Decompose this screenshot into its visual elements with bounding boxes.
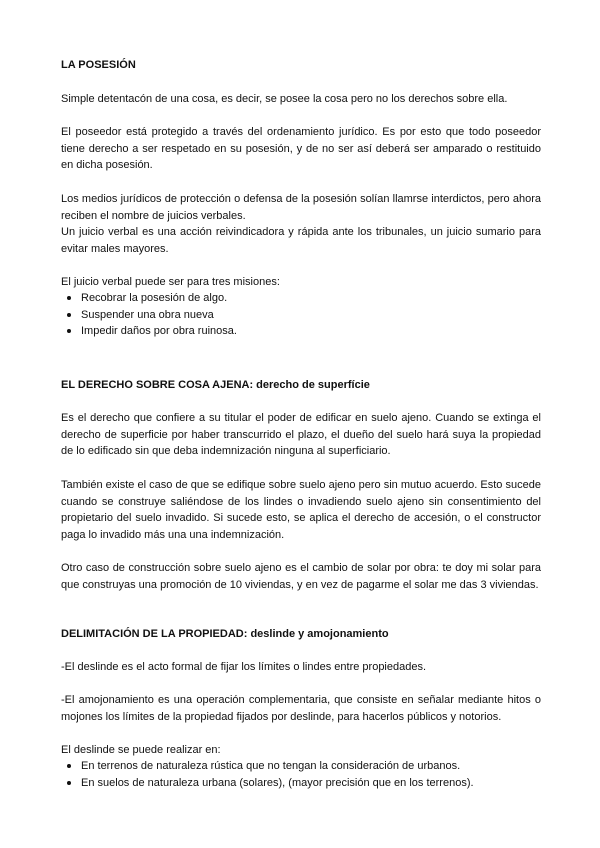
paragraph: -El deslinde es el acto formal de fijar los límites o lindes entre propiedades.	[61, 661, 427, 673]
list-item: Suspender una obra nueva	[61, 307, 541, 324]
paragraph: También existe el caso de que se edifique sobre suelo ajeno pero sin mutuo acuerdo. Esto sucede cuando se construye saliéndose de los lindes o invadiendo suelo ajeno sin consentimiento del propietario del suelo invadido. Si sucede esto, se aplica el derecho de accesión, o el constructor paga lo invadido más una una indemnización.	[61, 479, 541, 541]
paragraph: Un juicio verbal es una acción reivindicadora y rápida ante los tribunales, un juicio sumario para evitar males mayores.	[61, 226, 541, 255]
list-item: Impedir daños por obra ruinosa.	[61, 323, 541, 340]
paragraph: Otro caso de construcción sobre suelo ajeno es el cambio de solar por obra: te doy mi solar para que construyas una promoción de 10 viviendas, y en vez de pagarme el solar me das 3 viviendas.	[61, 562, 541, 591]
paragraph: El poseedor está protegido a través del ordenamiento jurídico. Es por esto que todo poseedor tiene derecho a ser respetado en su posesión, y de no ser así deberá ser amparado o restituido en dicha posesión.	[61, 126, 541, 171]
list-item: En suelos de naturaleza urbana (solares), (mayor precisión que en los terrenos).	[61, 775, 541, 792]
section-title-posesion: LA POSESIÓN	[61, 59, 136, 71]
list-item: En terrenos de naturaleza rústica que no tengan la consideración de urbanos.	[61, 758, 541, 775]
bullet-list	[61, 758, 541, 791]
paragraph: Simple detentacón de una cosa, es decir, se posee la cosa pero no los derechos sobre ella.	[61, 93, 508, 105]
section-title-superficie: EL DERECHO SOBRE COSA AJENA: derecho de superfície	[61, 379, 370, 391]
paragraph: Los medios jurídicos de protección o defensa de la posesión solían llamrse interdictos, pero ahora reciben el nombre de juicios verbales.	[61, 193, 541, 222]
paragraph: -El amojonamiento es una operación complementaria, que consiste en señalar mediante hitos o mojones los límites de la propiedad fijados por deslinde, para hacerlos públicos y notorios.	[61, 694, 541, 723]
paragraph: Es el derecho que confiere a su titular el poder de edificar en suelo ajeno. Cuando se extinga el derecho de superficie por haber transcurrido el plazo, el dueño del suelo hará suya la propiedad de lo edificado sin que deba indemnización ninguna al superficiario.	[61, 412, 541, 457]
list-item: Recobrar la posesión de algo.	[61, 290, 541, 307]
bullet-list	[61, 290, 541, 340]
section-title-delimitacion: DELIMITACIÓN DE LA PROPIEDAD: deslinde y amojonamiento	[61, 628, 389, 640]
paragraph: El deslinde se puede realizar en:	[61, 744, 221, 756]
paragraph: El juicio verbal puede ser para tres misiones:	[61, 276, 280, 288]
